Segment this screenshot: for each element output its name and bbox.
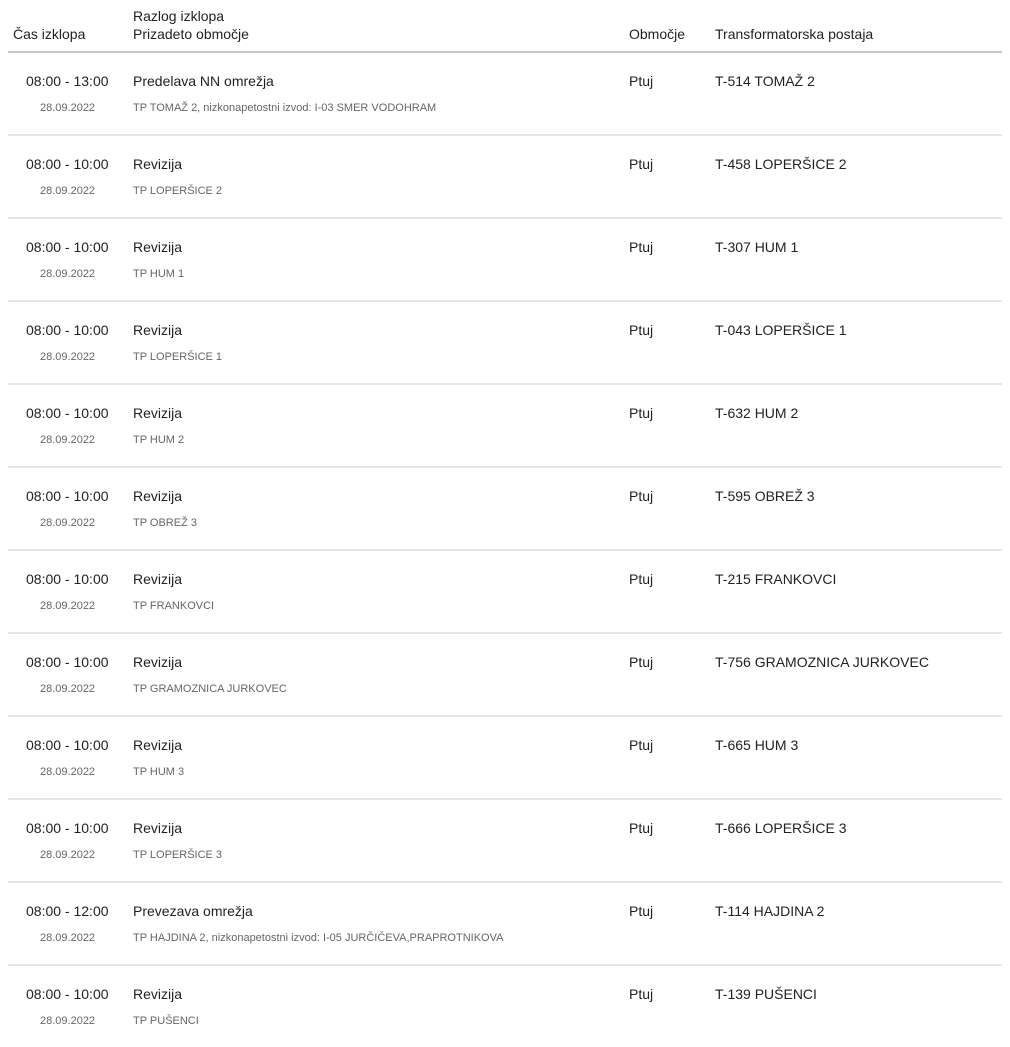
table-row[interactable] [8,883,1002,966]
affected-area-cell: TP LOPERŠICE 1 [133,351,223,363]
area-cell: Ptuj [629,322,654,338]
station-cell: T-756 GRAMOZNICA JURKOVEC [715,654,929,670]
time-cell: 08:00 - 10:00 [26,986,109,1002]
station-cell: T-043 LOPERŠICE 1 [715,322,847,338]
outage-table [8,0,1002,1047]
station-cell: T-307 HUM 1 [715,239,799,255]
reason-cell: Revizija [133,488,183,504]
station-cell: T-666 LOPERŠICE 3 [715,820,847,836]
area-cell: Ptuj [629,737,654,753]
area-cell: Ptuj [629,239,654,255]
reason-cell: Revizija [133,322,183,338]
header-reason-label: Razlog izklopa [133,8,225,24]
date-cell: 28.09.2022 [40,1015,96,1027]
time-cell: 08:00 - 10:00 [26,405,109,421]
date-cell: 28.09.2022 [40,185,96,197]
date-cell: 28.09.2022 [40,351,96,363]
affected-area-cell: TP LOPERŠICE 2 [133,185,223,197]
station-cell: T-632 HUM 2 [715,405,799,421]
date-cell: 28.09.2022 [40,849,96,861]
area-cell: Ptuj [629,488,654,504]
date-cell: 28.09.2022 [40,268,96,280]
time-cell: 08:00 - 12:00 [26,903,109,919]
time-cell: 08:00 - 13:00 [26,73,109,89]
affected-area-cell: TP FRANKOVCI [133,600,215,612]
date-cell: 28.09.2022 [40,517,96,529]
date-cell: 28.09.2022 [40,683,96,695]
area-cell: Ptuj [629,571,654,587]
time-cell: 08:00 - 10:00 [26,820,109,836]
date-cell: 28.09.2022 [40,102,96,114]
table-row[interactable] [8,551,1002,634]
time-cell: 08:00 - 10:00 [26,571,109,587]
table-header [8,0,1002,53]
reason-cell: Revizija [133,405,183,421]
table-row[interactable] [8,53,1002,136]
table-body [8,53,1002,1047]
date-cell: 28.09.2022 [40,932,96,944]
affected-area-cell: TP LOPERŠICE 3 [133,849,223,861]
affected-area-cell: TP GRAMOZNICA JURKOVEC [133,683,287,695]
time-cell: 08:00 - 10:00 [26,156,109,172]
area-cell: Ptuj [629,986,654,1002]
date-cell: 28.09.2022 [40,600,96,612]
time-cell: 08:00 - 10:00 [26,322,109,338]
table-row[interactable] [8,385,1002,468]
header-area[interactable]: Območje [629,26,686,42]
area-cell: Ptuj [629,654,654,670]
time-cell: 08:00 - 10:00 [26,737,109,753]
time-cell: 08:00 - 10:00 [26,488,109,504]
date-cell: 28.09.2022 [40,434,96,446]
header-station[interactable]: Transformatorska postaja [715,26,874,42]
reason-cell: Prevezava omrežja [133,903,253,919]
station-cell: T-458 LOPERŠICE 2 [715,156,847,172]
reason-cell: Revizija [133,986,183,1002]
table-row[interactable] [8,219,1002,302]
header-affected-label: Prizadeto območje [133,26,249,42]
station-cell: T-595 OBREŽ 3 [715,488,815,504]
area-cell: Ptuj [629,405,654,421]
table-row[interactable] [8,717,1002,800]
table-row[interactable] [8,634,1002,717]
affected-area-cell: TP HUM 3 [133,766,185,778]
station-cell: T-139 PUŠENCI [715,986,817,1002]
reason-cell: Revizija [133,820,183,836]
affected-area-cell: TP OBREŽ 3 [133,517,197,529]
time-cell: 08:00 - 10:00 [26,654,109,670]
table-row[interactable] [8,966,1002,1047]
affected-area-cell: TP PUŠENCI [133,1015,199,1027]
table-row[interactable] [8,800,1002,883]
affected-area-cell: TP HAJDINA 2, nizkonapetostni izvod: I-05 JURČIČEVA,PRAPROTNIKOVA [133,932,504,944]
station-cell: T-215 FRANKOVCI [715,571,837,587]
table-row[interactable] [8,136,1002,219]
date-cell: 28.09.2022 [40,766,96,778]
reason-cell: Revizija [133,737,183,753]
reason-cell: Revizija [133,654,183,670]
reason-cell: Predelava NN omrežja [133,73,274,89]
affected-area-cell: TP HUM 2 [133,434,185,446]
affected-area-cell: TP TOMAŽ 2, nizkonapetostni izvod: I-03 SMER VODOHRAM [133,102,437,114]
time-cell: 08:00 - 10:00 [26,239,109,255]
area-cell: Ptuj [629,820,654,836]
area-cell: Ptuj [629,156,654,172]
area-cell: Ptuj [629,73,654,89]
station-cell: T-114 HAJDINA 2 [715,903,825,919]
affected-area-cell: TP HUM 1 [133,268,185,280]
station-cell: T-514 TOMAŽ 2 [715,73,815,89]
table-row[interactable] [8,468,1002,551]
area-cell: Ptuj [629,903,654,919]
station-cell: T-665 HUM 3 [715,737,799,753]
reason-cell: Revizija [133,571,183,587]
table-row[interactable] [8,302,1002,385]
header-time[interactable]: Čas izklopa [13,26,86,42]
reason-cell: Revizija [133,156,183,172]
header-reason[interactable] [133,7,249,43]
reason-cell: Revizija [133,239,183,255]
